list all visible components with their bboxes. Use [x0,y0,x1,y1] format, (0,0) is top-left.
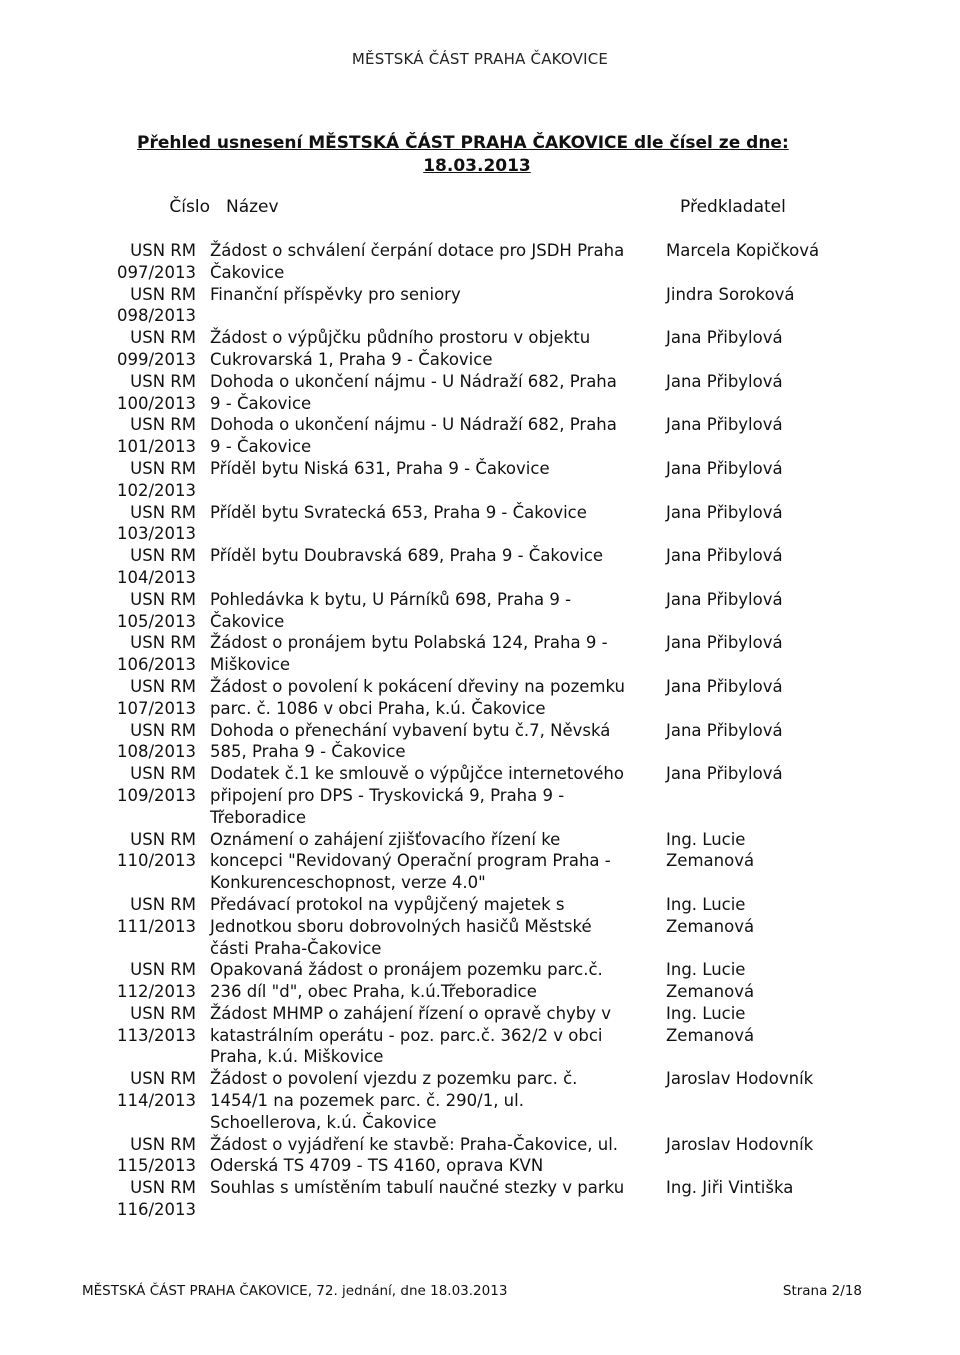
resolution-number: USN RM 103/2013 [116,502,196,544]
resolution-number: USN RM 114/2013 [116,1069,196,1111]
resolution-row [0,589,960,633]
resolution-submitter: Jana Přibylová [666,546,783,566]
resolution-number: USN RM 104/2013 [116,546,196,587]
resolution-row [0,1068,960,1133]
resolution-row [0,676,960,720]
page-footer [82,1283,862,1299]
resolution-name: Dodatek č.1 ke smlouvě o výpůjčce internetového připojení pro DPS - Tryskovická 9, Praha 9 - Třeboradice [210,764,624,827]
resolution-row [0,327,960,371]
resolution-name: Dohoda o ukončení nájmu - U Nádraží 682, Praha 9 - Čakovice [210,371,617,413]
resolution-submitter: Ing. Lucie Zemanová [666,894,755,936]
resolution-submitter: Jana Přibylová [666,589,783,609]
resolution-number: USN RM 111/2013 [116,894,196,936]
resolution-row [0,632,960,676]
resolution-number: USN RM 100/2013 [116,371,196,413]
resolution-submitter: Ing. Lucie Zemanová [666,960,755,1002]
resolution-number: USN RM 101/2013 [116,415,196,457]
column-header-number: Číslo [169,197,210,217]
resolution-name: Souhlas s umístěním tabulí naučné stezky v parku [210,1178,625,1198]
resolution-number: USN RM 108/2013 [116,720,196,762]
resolution-row [0,284,960,328]
resolution-name: Žádost o schválení čerpání dotace pro JSDH Praha Čakovice [210,241,625,282]
resolution-name: Opakovaná žádost o pronájem pozemku parc.č. 236 díl "d", obec Praha, k.ú.Třeboradice [210,960,603,1002]
column-header-submitter: Předkladatel [680,197,786,217]
resolution-number: USN RM 097/2013 [116,241,196,282]
resolution-submitter: Jana Přibylová [666,502,783,522]
document-date: 18.03.2013 [423,156,531,176]
resolution-submitter: Jana Přibylová [666,415,783,435]
resolution-row [0,458,960,502]
resolution-submitter: Ing. Lucie Zemanová [666,1003,755,1045]
resolution-row [0,1134,960,1178]
resolution-number: USN RM 110/2013 [116,829,196,871]
resolution-number: USN RM 115/2013 [116,1134,196,1176]
resolution-row [0,414,960,458]
resolution-row [0,1003,960,1068]
resolution-submitter: Jana Přibylová [666,676,783,696]
resolution-submitter: Ing. Lucie Zemanová [666,829,755,871]
resolution-number: USN RM 102/2013 [116,458,196,500]
resolution-number: USN RM 105/2013 [116,589,196,631]
resolution-submitter: Jana Přibylová [666,458,783,478]
resolution-row [0,763,960,828]
resolution-name: Finanční příspěvky pro seniory [210,284,461,304]
resolution-row [0,720,960,764]
resolution-name: Žádost o povolení vjezdu z pozemku parc. č. 1454/1 na pozemek parc. č. 290/1, ul. Schoellerova, k.ú. Čakovice [210,1069,578,1132]
resolution-number: USN RM 107/2013 [116,676,196,718]
resolution-submitter: Jana Přibylová [666,633,783,653]
resolution-row [0,545,960,589]
resolution-row [0,371,960,415]
resolution-name: Dohoda o přenechání vybavení bytu č.7, Něvská 585, Praha 9 - Čakovice [210,720,611,762]
resolution-number: USN RM 113/2013 [116,1003,196,1045]
resolution-number: USN RM 112/2013 [116,960,196,1002]
resolution-name: Pohledávka k bytu, U Párníků 698, Praha 9 - Čakovice [210,589,572,631]
resolution-submitter: Jana Přibylová [666,328,783,348]
document-header: MĚSTSKÁ ČÁST PRAHA ČAKOVICE [351,50,609,68]
resolution-row [0,240,960,284]
resolution-number: USN RM 099/2013 [116,328,196,369]
resolution-row [0,829,960,894]
resolution-row [0,502,960,546]
resolution-row [0,959,960,1003]
resolution-name: Oznámení o zahájení zjišťovacího řízení ke koncepci "Revidovaný Operační program Praha - Konkurenceschopnost, verze 4.0" [210,829,611,893]
resolution-submitter: Jana Přibylová [666,720,783,740]
resolution-submitter: Jaroslav Hodovník [666,1134,814,1154]
resolution-submitter: Marcela Kopičková [666,241,820,260]
resolution-row [0,1177,960,1221]
page-number: Strana 2/18 [782,1283,862,1299]
resolution-row [0,894,960,959]
resolution-name: Žádost o vyjádření ke stavbě: Praha-Čakovice, ul. Oderská TS 4709 - TS 4160, oprava KVN [210,1134,619,1176]
resolution-number: USN RM 109/2013 [116,764,196,805]
resolution-name: Příděl bytu Svratecká 653, Praha 9 - Čakovice [210,502,587,522]
resolution-list [0,240,960,1221]
resolution-name: Příděl bytu Doubravská 689, Praha 9 - Čakovice [210,546,604,566]
column-header-name: Název [226,197,279,217]
resolution-name: Žádost o výpůjčku půdního prostoru v objektu Cukrovarská 1, Praha 9 - Čakovice [210,328,591,369]
resolution-name: Dohoda o ukončení nájmu - U Nádraží 682, Praha 9 - Čakovice [210,415,617,457]
resolution-name: Žádost o povolení k pokácení dřeviny na pozemku parc. č. 1086 v obci Praha, k.ú. Čakovice [210,676,625,718]
footer-meeting-info: MĚSTSKÁ ČÁST PRAHA ČAKOVICE, 72. jednání, dne 18.03.2013 [82,1283,508,1299]
resolution-submitter: Jindra Soroková [666,284,795,304]
resolution-name: Žádost MHMP o zahájení řízení o opravě chyby v katastrálním operátu - poz. parc.č. 362/2 v obci Praha, k.ú. Miškovice [210,1003,612,1067]
resolution-number: USN RM 098/2013 [116,284,196,326]
resolution-submitter: Jaroslav Hodovník [666,1069,814,1089]
resolution-submitter: Ing. Jiři Vintiška [666,1178,794,1198]
resolution-submitter: Jana Přibylová [666,764,783,784]
resolution-number: USN RM 106/2013 [116,633,196,675]
resolution-number: USN RM 116/2013 [116,1178,196,1220]
resolution-name: Žádost o pronájem bytu Polabská 124, Praha 9 - Miškovice [210,633,608,675]
resolution-submitter: Jana Přibylová [666,371,783,391]
resolution-name: Předávací protokol na vypůjčený majetek s Jednotkou sboru dobrovolných hasičů Městské části Praha-Čakovice [210,894,592,958]
document-title: Přehled usnesení MĚSTSKÁ ČÁST PRAHA ČAKOVICE dle čísel ze dne: [137,133,789,153]
resolution-name: Příděl bytu Niská 631, Praha 9 - Čakovice [210,458,550,478]
